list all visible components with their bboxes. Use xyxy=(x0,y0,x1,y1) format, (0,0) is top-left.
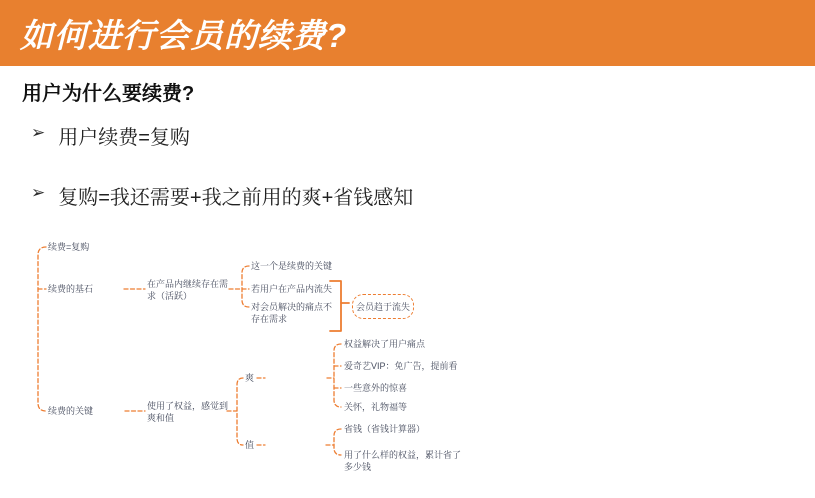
node-benefits-solve-painpoint: 权益解决了用户痛点 xyxy=(344,339,426,349)
member-churn-box xyxy=(352,294,414,319)
node-zhi: 值 xyxy=(245,440,255,450)
node-save-money-calculator: 省钱（省钱计算器） xyxy=(344,424,426,434)
node-accumulated-savings: 用了什么样的权益，累计省了多少钱 xyxy=(344,450,462,472)
bullet-text-2: 复购=我还需要+我之前用的爽+省钱感知 xyxy=(58,187,414,209)
bullet-text-1: 用户续费=复购 xyxy=(58,127,190,149)
member-churn-label: 会员趋于流失 xyxy=(355,302,410,312)
node-renewal-key: 续费的关键 xyxy=(48,406,94,416)
node-no-painpoint-need: 对会员解决的痛点不存在需求 xyxy=(251,302,333,324)
node-renewal-cornerstone: 续费的基石 xyxy=(48,284,94,294)
node-iqiyi-vip: 爱奇艺VIP：免广告，提前看 xyxy=(344,361,458,371)
arrow-bullet-icon: ➢ xyxy=(31,123,46,142)
node-used-benefits-feel: 使用了权益，感觉到爽和值 xyxy=(147,401,229,423)
section-heading: 用户为什么要续费? xyxy=(22,83,195,105)
node-stay-need-in-product: 在产品内继续存在需求（活跃） xyxy=(147,279,229,301)
slide-title: 如何进行会员的续费? xyxy=(20,16,348,54)
node-this-is-renewal-key: 这一个是续费的关键 xyxy=(251,261,333,271)
arrow-bullet-icon: ➢ xyxy=(31,183,46,202)
node-unexpected-surprises: 一些意外的惊喜 xyxy=(344,383,408,393)
node-shuang: 爽 xyxy=(245,373,255,383)
node-renewal-equals-repurchase: 续费=复购 xyxy=(48,242,90,252)
node-user-churn-in-product: 若用户在产品内流失 xyxy=(251,284,333,294)
node-care-gifts: 关怀，礼物福等 xyxy=(344,402,408,412)
